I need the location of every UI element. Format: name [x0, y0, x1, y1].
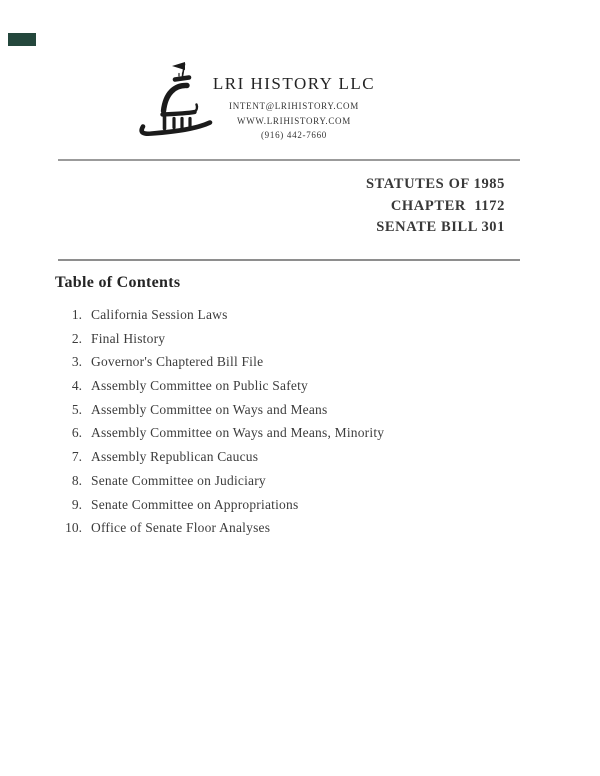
toc-item: [56, 307, 536, 331]
company-name: LRI HISTORY LLC: [212, 74, 376, 93]
toc-item-label: Senate Committee on Judiciary: [91, 472, 266, 488]
toc-item: [56, 354, 536, 378]
company-header: [166, 74, 422, 143]
company-website: WWW.LRIHISTORY.COM: [237, 115, 351, 126]
toc-item: [56, 402, 536, 426]
statute-info-block: [366, 174, 505, 239]
toc-item-number: 3.: [71, 354, 82, 370]
toc-item-number: 10.: [65, 520, 82, 536]
toc-item-label: Assembly Republican Caucus: [91, 449, 259, 465]
company-email: INTENT@LRIHISTORY.COM: [229, 101, 359, 111]
toc-item: [56, 425, 536, 449]
toc-item: [56, 473, 536, 497]
toc-item-label: Assembly Committee on Ways and Means: [91, 401, 328, 417]
toc-item-label: Final History: [91, 330, 166, 346]
statutes-year-line: STATUTES OF 1985: [365, 176, 505, 192]
toc-item-number: 1.: [71, 307, 82, 322]
horizontal-rule-bottom: [58, 259, 520, 261]
toc-item: [56, 449, 536, 473]
toc-item-label: Office of Senate Floor Analyses: [91, 520, 271, 536]
toc-item-label: California Session Laws: [91, 307, 228, 322]
toc-item-label: Assembly Committee on Public Safety: [91, 378, 308, 394]
toc-item: [56, 378, 536, 402]
toc-item-label: Governor's Chaptered Bill File: [91, 354, 264, 370]
toc-item-label: Assembly Committee on Ways and Means, Minority: [91, 425, 385, 441]
toc-title: Table of Contents: [55, 274, 181, 291]
chapter-line: CHAPTER 1172: [390, 197, 505, 214]
toc-item-number: 9.: [71, 496, 82, 512]
toc-item-number: 8.: [71, 472, 82, 488]
scan-artifact-mark: [8, 33, 36, 46]
toc-item-number: 5.: [71, 401, 82, 417]
toc-item: [56, 331, 536, 355]
toc-item: [56, 520, 536, 544]
horizontal-rule-top: [58, 159, 520, 161]
toc-item: [56, 497, 536, 521]
toc-item-label: Senate Committee on Appropriations: [91, 496, 299, 512]
toc-item-number: 2.: [71, 330, 82, 346]
toc-item-number: 7.: [71, 449, 82, 465]
company-phone: (916) 442-7660: [260, 130, 328, 140]
toc-item-number: 6.: [71, 425, 82, 441]
toc-list: [56, 307, 536, 544]
senate-bill-line: SENATE BILL 301: [376, 219, 505, 235]
toc-item-number: 4.: [71, 378, 82, 394]
